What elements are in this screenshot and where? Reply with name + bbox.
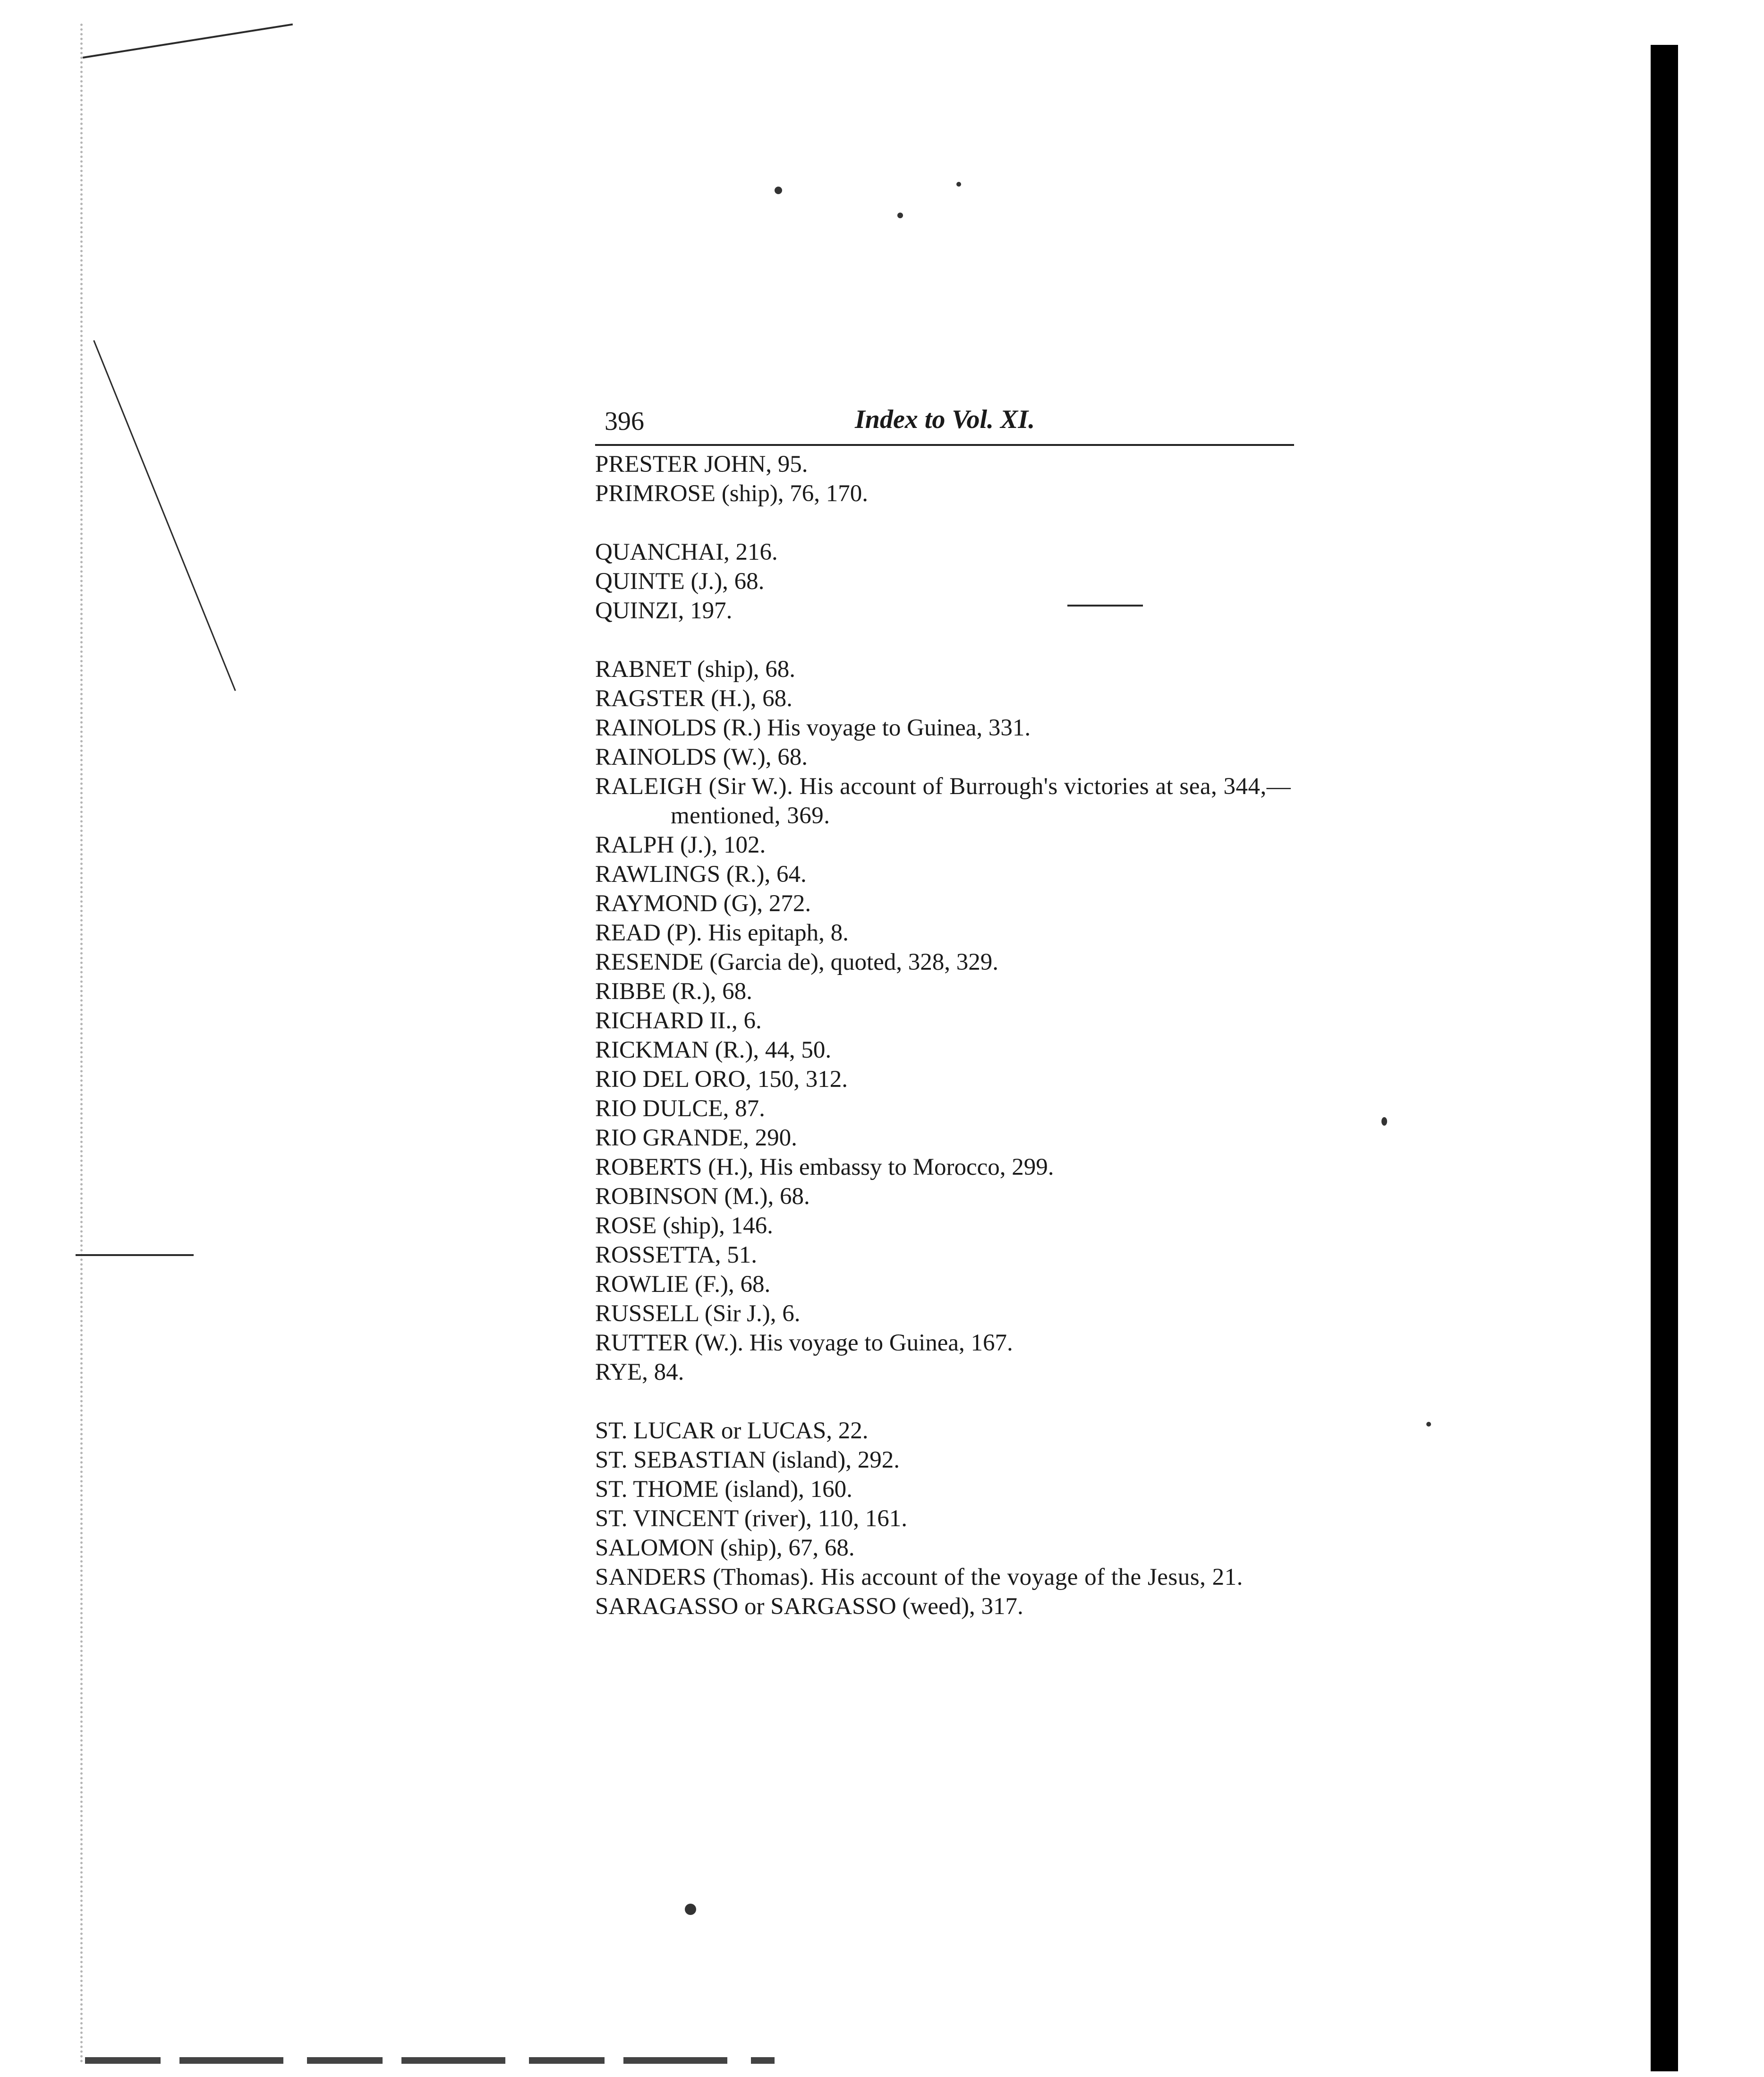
index-entry: RAINOLDS (R.) His voyage to Guinea, 331.	[595, 715, 1031, 741]
index-entry: ST. LUCAR or LUCAS, 22.	[595, 1418, 869, 1444]
scan-speck	[1381, 1117, 1387, 1126]
index-entry: RALEIGH (Sir W.). His account of Burrough's victories at sea, 344,—mentioned, 369.	[595, 773, 1291, 829]
index-entries	[595, 450, 1294, 1621]
scan-left-margin-noise	[80, 24, 158, 2064]
index-page	[595, 397, 1294, 1621]
scan-pencil-line	[76, 1254, 194, 1256]
index-entry: RAWLINGS (R.), 64.	[595, 861, 807, 888]
index-entry: RIO DEL ORO, 150, 312.	[595, 1066, 848, 1093]
index-entry: RUTTER (W.). His voyage to Guinea, 167.	[595, 1330, 1013, 1356]
scan-speck	[685, 1904, 696, 1915]
index-entry: RIO DULCE, 87.	[595, 1095, 765, 1122]
index-entry: ROWLIE (F.), 68.	[595, 1271, 771, 1298]
index-entry: SANDERS (Thomas). His account of the voyage of the Jesus, 21.	[595, 1564, 1243, 1590]
index-entry: READ (P). His epitaph, 8.	[595, 920, 849, 946]
index-entry: RICKMAN (R.), 44, 50.	[595, 1037, 832, 1063]
index-entry: SALOMON (ship), 67, 68.	[595, 1535, 855, 1561]
index-entry: QUINTE (J.), 68.	[595, 568, 765, 595]
scan-speck	[1426, 1422, 1431, 1427]
index-entry: ROBINSON (M.), 68.	[595, 1183, 810, 1210]
index-entry: RUSSELL (Sir J.), 6.	[595, 1300, 801, 1327]
page-number: 396	[605, 407, 644, 436]
index-entry: ST. SEBASTIAN (island), 292.	[595, 1447, 900, 1473]
index-entry: RAINOLDS (W.), 68.	[595, 744, 808, 770]
scan-speck	[897, 213, 903, 218]
scan-binding-shadow	[1651, 45, 1678, 2071]
page-title: Index to Vol. XI.	[855, 405, 1035, 434]
index-entry: ST. VINCENT (river), 110, 161.	[595, 1505, 908, 1532]
index-entry: RIO GRANDE, 290.	[595, 1125, 797, 1151]
index-entry: RAGSTER (H.), 68.	[595, 685, 793, 712]
index-entry: ROBERTS (H.), His embassy to Morocco, 299.	[595, 1154, 1054, 1180]
index-entry: RABNET (ship), 68.	[595, 656, 796, 683]
scan-speck	[956, 182, 961, 187]
index-entry: RICHARD II., 6.	[595, 1008, 762, 1034]
index-entry: QUINZI, 197.	[595, 598, 733, 624]
index-entry: PRESTER JOHN, 95.	[595, 451, 808, 478]
scan-bottom-edge	[85, 2057, 775, 2064]
index-entry: PRIMROSE (ship), 76, 170.	[595, 480, 869, 507]
index-entry: QUANCHAI, 216.	[595, 539, 778, 565]
index-entry: SARAGASSO or SARGASSO (weed), 317.	[595, 1593, 1023, 1620]
index-entry: RAYMOND (G), 272.	[595, 890, 811, 917]
index-entry: RIBBE (R.), 68.	[595, 978, 752, 1005]
index-entry: ROSSETTA, 51.	[595, 1242, 758, 1268]
running-head	[595, 397, 1294, 446]
index-entry: ROSE (ship), 146.	[595, 1213, 773, 1239]
index-entry: RYE, 84.	[595, 1359, 684, 1385]
index-entry: RALPH (J.), 102.	[595, 832, 766, 858]
index-entry: ST. THOME (island), 160.	[595, 1476, 852, 1503]
scan-speck	[775, 187, 782, 194]
index-entry: RESENDE (Garcia de), quoted, 328, 329.	[595, 949, 999, 975]
